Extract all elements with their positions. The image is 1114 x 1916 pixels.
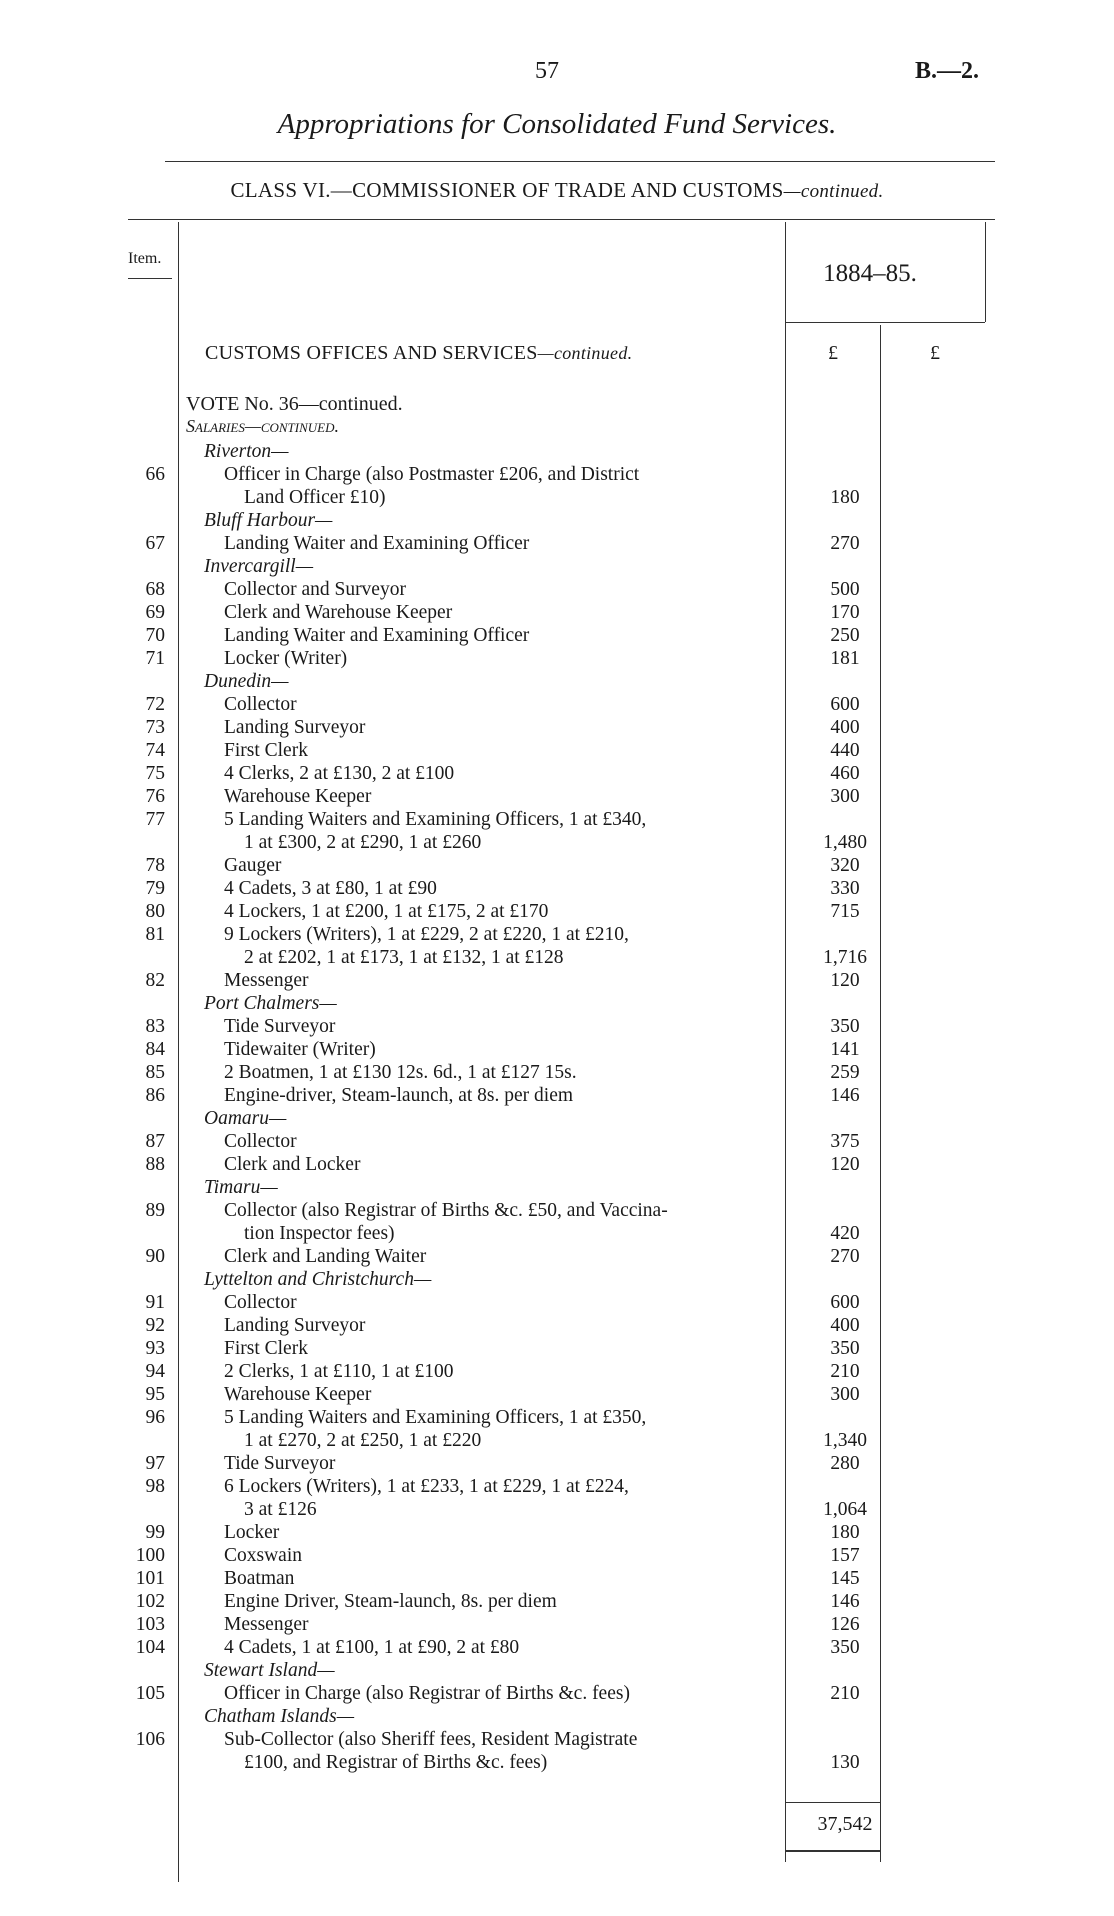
table-row [0, 1406, 1114, 1429]
item-amount: 350 [830, 1338, 860, 1359]
item-number: 78 [145, 855, 165, 876]
table-row [0, 1429, 1114, 1452]
table-row [0, 900, 1114, 923]
item-number: 103 [135, 1614, 165, 1635]
table-row [0, 1521, 1114, 1544]
item-number: 95 [145, 1384, 165, 1405]
table-row [0, 1636, 1114, 1659]
item-amount: 300 [830, 1384, 860, 1405]
location-subheading: Chatham Islands— [204, 1706, 355, 1727]
item-description: Collector and Surveyor [224, 579, 406, 600]
item-number: 79 [145, 878, 165, 899]
item-description: Land Officer £10) [244, 487, 386, 508]
item-amount: 130 [830, 1752, 860, 1773]
item-description: Locker (Writer) [224, 648, 348, 669]
table-row [0, 532, 1114, 555]
table-row [0, 601, 1114, 624]
item-description: Landing Surveyor [224, 717, 366, 738]
item-description: Collector [224, 1131, 297, 1152]
item-amount: 440 [830, 740, 860, 761]
item-number: 99 [145, 1522, 165, 1543]
item-amount: 350 [830, 1637, 860, 1658]
item-description: Warehouse Keeper [224, 1384, 372, 1405]
table-row [0, 1130, 1114, 1153]
vote-heading: VOTE No. 36—continued. [186, 393, 403, 415]
table-row [0, 785, 1114, 808]
item-amount: 600 [830, 1292, 860, 1313]
item-number: 72 [145, 694, 165, 715]
total-value: 37,542 [817, 1813, 873, 1835]
table-row [0, 1360, 1114, 1383]
location-subheading: Dunedin— [204, 671, 289, 692]
item-number: 100 [135, 1545, 165, 1566]
item-description: Clerk and Landing Waiter [224, 1246, 427, 1267]
item-amount: 259 [830, 1062, 860, 1083]
item-number: 85 [145, 1062, 165, 1083]
item-amount: 330 [830, 878, 860, 899]
item-description: Landing Waiter and Examining Officer [224, 533, 530, 554]
table-row [0, 1613, 1114, 1636]
table-row [0, 440, 1114, 463]
item-amount: 420 [830, 1223, 860, 1244]
table-row [0, 1682, 1114, 1705]
table-row [0, 670, 1114, 693]
item-description: 1 at £300, 2 at £290, 1 at £260 [244, 832, 482, 853]
item-description: Clerk and Locker [224, 1154, 361, 1175]
item-amount: 460 [830, 763, 860, 784]
item-number: 91 [145, 1292, 165, 1313]
table-row [0, 1245, 1114, 1268]
item-description: 2 at £202, 1 at £173, 1 at £132, 1 at £128 [244, 947, 564, 968]
item-amount: 120 [830, 1154, 860, 1175]
item-description: Collector [224, 694, 297, 715]
item-header-underline [128, 278, 172, 279]
table-row [0, 1728, 1114, 1751]
item-amount: 375 [830, 1131, 860, 1152]
item-description: Engine-driver, Steam-launch, at 8s. per diem [224, 1085, 574, 1106]
table-row [0, 1061, 1114, 1084]
table-top-rule [128, 219, 995, 220]
item-number: 69 [145, 602, 165, 623]
table-row [0, 1199, 1114, 1222]
item-number: 88 [145, 1154, 165, 1175]
item-description: Locker [224, 1522, 280, 1543]
item-amount: 270 [830, 1246, 860, 1267]
item-amount: 270 [830, 533, 860, 554]
item-description: 5 Landing Waiters and Examining Officers, 1 at £340, [224, 809, 647, 830]
item-column-header: Item. [128, 250, 162, 267]
item-amount: 210 [830, 1683, 860, 1704]
table-row [0, 1751, 1114, 1774]
item-amount: 500 [830, 579, 860, 600]
table-row [0, 1268, 1114, 1291]
item-description: Tide Surveyor [224, 1016, 336, 1037]
item-description: 3 at £126 [244, 1499, 317, 1520]
page-number: 57 [535, 58, 559, 84]
page-title: Appropriations for Consolidated Fund Services. [277, 108, 837, 140]
item-description: 2 Clerks, 1 at £110, 1 at £100 [224, 1361, 454, 1382]
table-row [0, 762, 1114, 785]
table-row [0, 693, 1114, 716]
table-row [0, 1038, 1114, 1061]
page-code: B.—2. [915, 58, 980, 84]
item-amount: 400 [830, 717, 860, 738]
year-column-header: 1884–85. [823, 260, 917, 287]
class-heading [0, 178, 1114, 203]
item-amount: 180 [830, 487, 860, 508]
item-description: 4 Lockers, 1 at £200, 1 at £175, 2 at £170 [224, 901, 549, 922]
item-description: 4 Cadets, 1 at £100, 1 at £90, 2 at £80 [224, 1637, 520, 1658]
item-description: Collector (also Registrar of Births &c. £50, and Vaccina- [224, 1200, 668, 1221]
item-amount: 280 [830, 1453, 860, 1474]
item-number: 81 [145, 924, 165, 945]
location-subheading: Bluff Harbour— [204, 510, 333, 531]
item-amount: 146 [830, 1591, 860, 1612]
item-description: Tide Surveyor [224, 1453, 336, 1474]
item-description: 1 at £270, 2 at £250, 1 at £220 [244, 1430, 482, 1451]
section-heading [205, 342, 632, 365]
item-description: 9 Lockers (Writers), 1 at £229, 2 at £220, 1 at £210, [224, 924, 629, 945]
item-description: tion Inspector fees) [244, 1223, 395, 1244]
table-row [0, 1291, 1114, 1314]
year-header-rule [785, 322, 985, 323]
item-description: Clerk and Warehouse Keeper [224, 602, 453, 623]
item-number: 84 [145, 1039, 165, 1060]
item-number: 70 [145, 625, 165, 646]
table-row [0, 1498, 1114, 1521]
table-row [0, 1107, 1114, 1130]
table-row [0, 808, 1114, 831]
location-subheading: Riverton— [204, 441, 289, 462]
table-row [0, 716, 1114, 739]
class-heading-text: CLASS VI.—COMMISSIONER OF TRADE AND CUSTOMS [230, 178, 784, 202]
item-description: 4 Cadets, 3 at £80, 1 at £90 [224, 878, 437, 899]
item-amount: 120 [830, 970, 860, 991]
item-number: 89 [145, 1200, 165, 1221]
item-number: 82 [145, 970, 165, 991]
table-row [0, 1015, 1114, 1038]
item-amount: 1,064 [823, 1499, 867, 1520]
table-row [0, 1337, 1114, 1360]
table-row [0, 647, 1114, 670]
location-subheading: Oamaru— [204, 1108, 287, 1129]
table-row [0, 463, 1114, 486]
item-amount: 145 [830, 1568, 860, 1589]
item-description: Engine Driver, Steam-launch, 8s. per diem [224, 1591, 557, 1612]
location-subheading: Port Chalmers— [204, 993, 337, 1014]
item-amount: 250 [830, 625, 860, 646]
currency-symbol-1: £ [828, 342, 838, 364]
item-amount: 350 [830, 1016, 860, 1037]
section-heading-text: CUSTOMS OFFICES AND SERVICES [205, 342, 538, 364]
salaries-heading: Salaries—continued. [186, 416, 340, 436]
table-row [0, 969, 1114, 992]
item-number: 68 [145, 579, 165, 600]
item-description: Gauger [224, 855, 282, 876]
item-description: Landing Waiter and Examining Officer [224, 625, 530, 646]
item-description: First Clerk [224, 740, 308, 761]
item-amount: 600 [830, 694, 860, 715]
location-subheading: Lyttelton and Christchurch— [204, 1269, 432, 1290]
item-number: 71 [145, 648, 165, 669]
item-description: Landing Surveyor [224, 1315, 366, 1336]
item-number: 104 [135, 1637, 165, 1658]
item-amount: 1,480 [823, 832, 867, 853]
item-amount: 180 [830, 1522, 860, 1543]
item-amount: 181 [830, 648, 860, 669]
table-row [0, 555, 1114, 578]
item-number: 106 [135, 1729, 165, 1750]
table-row [0, 1314, 1114, 1337]
item-description: 2 Boatmen, 1 at £130 12s. 6d., 1 at £127 15s. [224, 1062, 577, 1083]
table-row [0, 923, 1114, 946]
item-description: Messenger [224, 1614, 309, 1635]
title-rule [165, 161, 995, 162]
item-number: 105 [135, 1683, 165, 1704]
table-row [0, 739, 1114, 762]
item-number: 67 [145, 533, 165, 554]
item-amount: 1,716 [823, 947, 867, 968]
location-subheading: Timaru— [204, 1177, 278, 1198]
item-description: 6 Lockers (Writers), 1 at £233, 1 at £229, 1 at £224, [224, 1476, 629, 1497]
table-row [0, 1544, 1114, 1567]
item-amount: 210 [830, 1361, 860, 1382]
item-description: Boatman [224, 1568, 295, 1589]
item-number: 94 [145, 1361, 165, 1382]
item-amount: 146 [830, 1085, 860, 1106]
table-row [0, 1705, 1114, 1728]
item-description: Tidewaiter (Writer) [224, 1039, 376, 1060]
item-amount: 126 [830, 1614, 860, 1635]
item-number: 93 [145, 1338, 165, 1359]
table-row [0, 1567, 1114, 1590]
item-number: 77 [145, 809, 165, 830]
item-number: 83 [145, 1016, 165, 1037]
item-description: 4 Clerks, 2 at £130, 2 at £100 [224, 763, 455, 784]
item-description: Officer in Charge (also Postmaster £206, and District [224, 464, 640, 485]
item-description: Coxswain [224, 1545, 302, 1566]
item-description: Warehouse Keeper [224, 786, 372, 807]
item-number: 87 [145, 1131, 165, 1152]
item-amount: 300 [830, 786, 860, 807]
item-number: 73 [145, 717, 165, 738]
table-row [0, 1084, 1114, 1107]
item-amount: 141 [830, 1039, 860, 1060]
item-number: 86 [145, 1085, 165, 1106]
location-subheading: Stewart Island— [204, 1660, 335, 1681]
item-description: £100, and Registrar of Births &c. fees) [244, 1752, 548, 1773]
item-number: 75 [145, 763, 165, 784]
table-row [0, 992, 1114, 1015]
table-row [0, 509, 1114, 532]
table-row [0, 877, 1114, 900]
item-description: Collector [224, 1292, 297, 1313]
item-number: 101 [135, 1568, 165, 1589]
total-top-rule [785, 1802, 880, 1803]
currency-symbol-2: £ [930, 342, 940, 364]
class-heading-suffix: —continued. [783, 181, 884, 202]
section-heading-suffix: —continued. [537, 343, 633, 363]
item-description: Messenger [224, 970, 309, 991]
item-number: 76 [145, 786, 165, 807]
table-row [0, 1659, 1114, 1682]
table-row [0, 1153, 1114, 1176]
item-number: 98 [145, 1476, 165, 1497]
table-row [0, 854, 1114, 877]
item-number: 96 [145, 1407, 165, 1428]
table-row [0, 831, 1114, 854]
item-number: 80 [145, 901, 165, 922]
table-row [0, 1222, 1114, 1245]
item-amount: 715 [830, 901, 860, 922]
table-row [0, 1475, 1114, 1498]
item-number: 97 [145, 1453, 165, 1474]
item-amount: 400 [830, 1315, 860, 1336]
item-amount: 320 [830, 855, 860, 876]
item-number: 74 [145, 740, 165, 761]
location-subheading: Invercargill— [204, 556, 314, 577]
item-description: Sub-Collector (also Sheriff fees, Resident Magistrate [224, 1729, 638, 1750]
total-double-rule [785, 1850, 880, 1852]
table-row [0, 1176, 1114, 1199]
table-row [0, 946, 1114, 969]
item-description: First Clerk [224, 1338, 308, 1359]
table-row [0, 1383, 1114, 1406]
item-number: 90 [145, 1246, 165, 1267]
year-header-right-rule [985, 222, 986, 322]
table-row [0, 578, 1114, 601]
table-row [0, 486, 1114, 509]
table-row [0, 1452, 1114, 1475]
table-row [0, 1590, 1114, 1613]
table-row [0, 624, 1114, 647]
item-amount: 170 [830, 602, 860, 623]
item-amount: 157 [830, 1545, 860, 1566]
item-number: 66 [145, 464, 165, 485]
item-amount: 1,340 [823, 1430, 867, 1451]
item-description: 5 Landing Waiters and Examining Officers, 1 at £350, [224, 1407, 647, 1428]
item-number: 92 [145, 1315, 165, 1336]
item-number: 102 [135, 1591, 165, 1612]
item-description: Officer in Charge (also Registrar of Births &c. fees) [224, 1683, 630, 1704]
